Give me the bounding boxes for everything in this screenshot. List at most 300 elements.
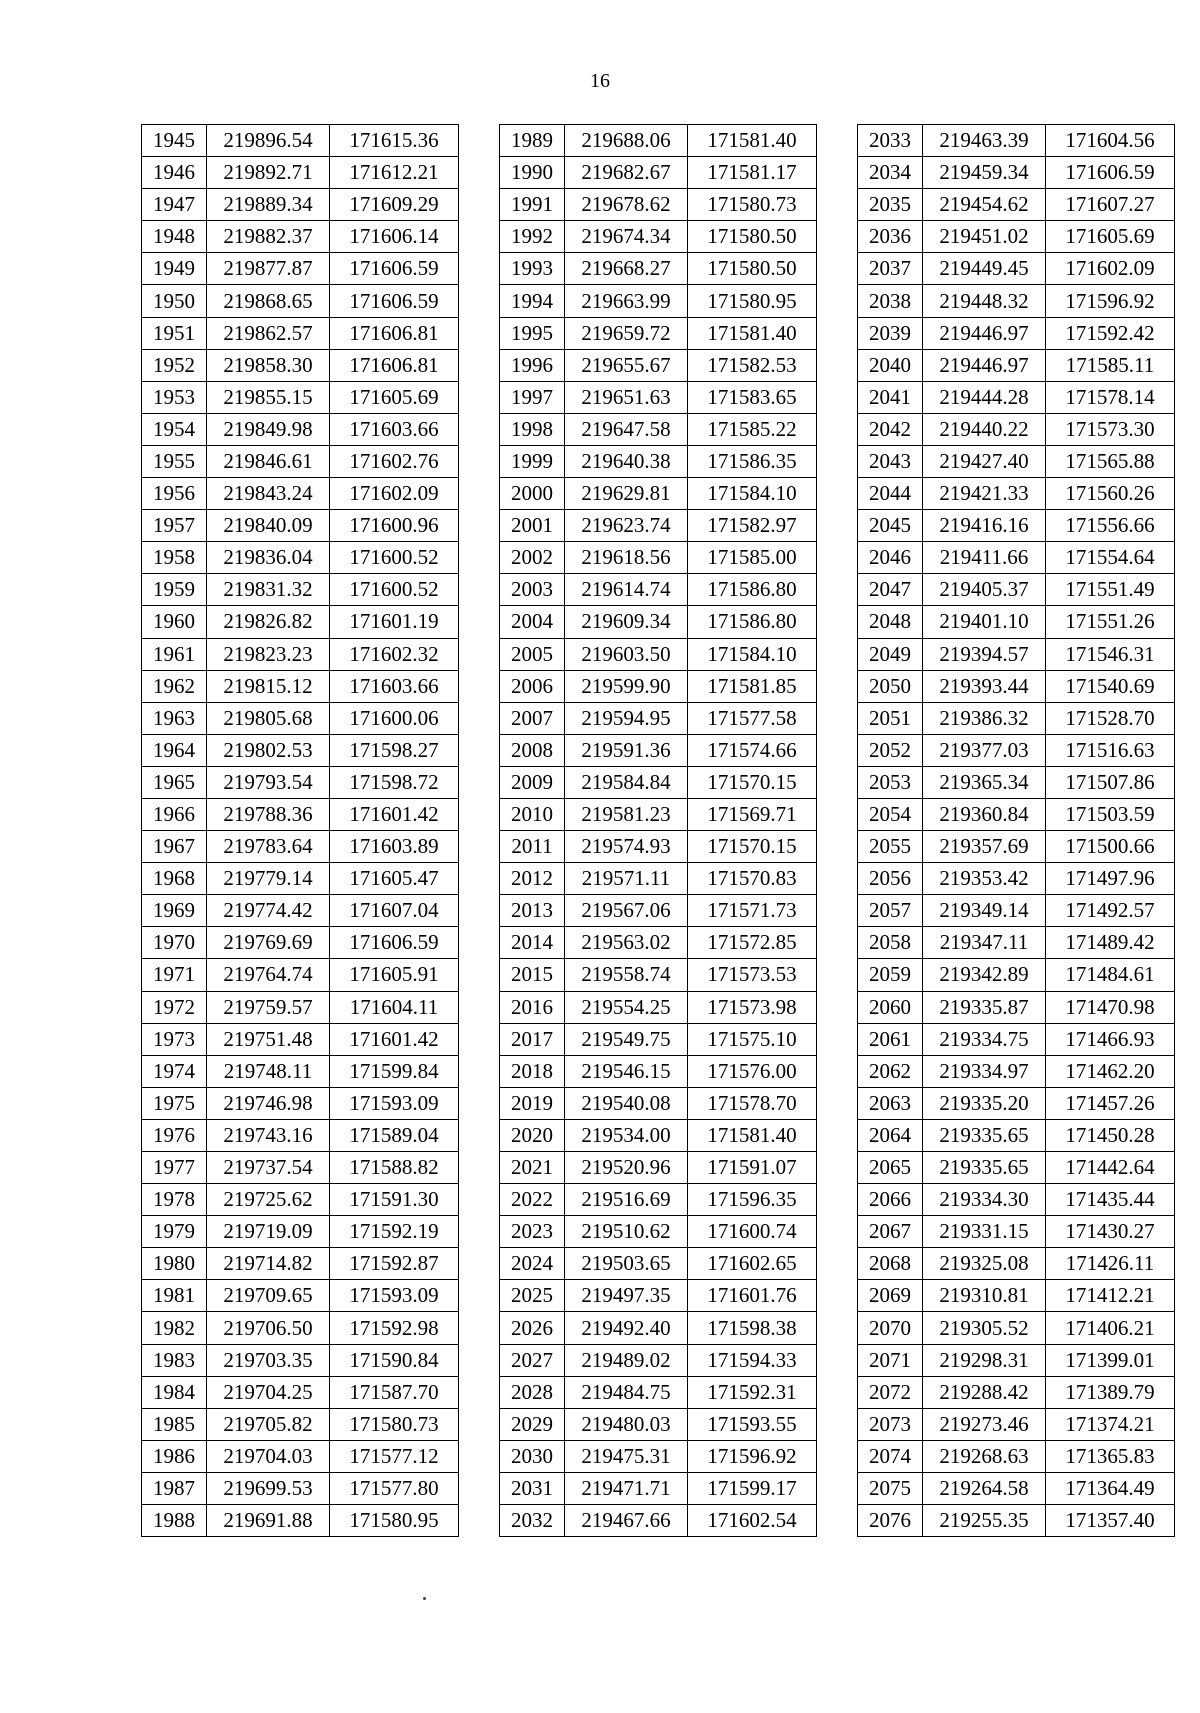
y-coordinate-cell: 171591.30	[330, 1184, 459, 1216]
table-row	[500, 1505, 817, 1537]
point-number-cell: 2003	[500, 574, 565, 606]
point-number-cell: 2076	[858, 1505, 923, 1537]
y-coordinate-cell: 171593.55	[688, 1408, 817, 1440]
point-number-cell: 1998	[500, 413, 565, 445]
table-row	[500, 1440, 817, 1472]
point-number-cell: 2026	[500, 1312, 565, 1344]
point-number-cell: 2053	[858, 766, 923, 798]
point-number-cell: 2069	[858, 1280, 923, 1312]
table-row	[858, 1087, 1175, 1119]
point-number-cell: 1996	[500, 349, 565, 381]
y-coordinate-cell: 171442.64	[1046, 1152, 1175, 1184]
table-row	[500, 478, 817, 510]
x-coordinate-cell: 219840.09	[207, 510, 330, 542]
table-row	[858, 445, 1175, 477]
x-coordinate-cell: 219704.25	[207, 1376, 330, 1408]
table-row	[858, 670, 1175, 702]
point-number-cell: 1964	[142, 734, 207, 766]
y-coordinate-cell: 171578.14	[1046, 381, 1175, 413]
y-coordinate-cell: 171577.80	[330, 1472, 459, 1504]
y-coordinate-cell: 171601.19	[330, 606, 459, 638]
table-row	[858, 927, 1175, 959]
x-coordinate-cell: 219751.48	[207, 1023, 330, 1055]
x-coordinate-cell: 219386.32	[923, 702, 1046, 734]
table-row	[500, 1312, 817, 1344]
x-coordinate-cell: 219691.88	[207, 1505, 330, 1537]
x-coordinate-cell: 219779.14	[207, 863, 330, 895]
x-coordinate-cell: 219427.40	[923, 445, 1046, 477]
x-coordinate-cell: 219764.74	[207, 959, 330, 991]
table-row	[142, 1505, 459, 1537]
y-coordinate-cell: 171466.93	[1046, 1023, 1175, 1055]
point-number-cell: 2018	[500, 1055, 565, 1087]
table-row	[858, 831, 1175, 863]
x-coordinate-cell: 219868.65	[207, 285, 330, 317]
x-coordinate-cell: 219549.75	[565, 1023, 688, 1055]
table-body	[142, 125, 459, 1537]
table-row	[500, 189, 817, 221]
y-coordinate-cell: 171570.83	[688, 863, 817, 895]
table-row	[500, 1087, 817, 1119]
x-coordinate-cell: 219858.30	[207, 349, 330, 381]
x-coordinate-cell: 219788.36	[207, 798, 330, 830]
y-coordinate-cell: 171592.42	[1046, 317, 1175, 349]
table-row	[500, 574, 817, 606]
point-number-cell: 2035	[858, 189, 923, 221]
y-coordinate-cell: 171607.27	[1046, 189, 1175, 221]
table-row	[142, 285, 459, 317]
y-coordinate-cell: 171565.88	[1046, 445, 1175, 477]
table-row	[142, 863, 459, 895]
x-coordinate-cell: 219405.37	[923, 574, 1046, 606]
point-number-cell: 1978	[142, 1184, 207, 1216]
table-row	[142, 1440, 459, 1472]
point-number-cell: 2071	[858, 1344, 923, 1376]
y-coordinate-cell: 171551.49	[1046, 574, 1175, 606]
y-coordinate-cell: 171606.81	[330, 317, 459, 349]
point-number-cell: 2043	[858, 445, 923, 477]
y-coordinate-cell: 171546.31	[1046, 638, 1175, 670]
x-coordinate-cell: 219651.63	[565, 381, 688, 413]
y-coordinate-cell: 171605.47	[330, 863, 459, 895]
point-number-cell: 2065	[858, 1152, 923, 1184]
y-coordinate-cell: 171582.53	[688, 349, 817, 381]
point-number-cell: 2009	[500, 766, 565, 798]
point-number-cell: 2010	[500, 798, 565, 830]
table-row	[500, 125, 817, 157]
point-number-cell: 1956	[142, 478, 207, 510]
x-coordinate-cell: 219475.31	[565, 1440, 688, 1472]
table-row	[858, 1280, 1175, 1312]
table-row	[500, 991, 817, 1023]
table-row	[858, 1216, 1175, 1248]
x-coordinate-cell: 219558.74	[565, 959, 688, 991]
table-row	[858, 413, 1175, 445]
table-row	[142, 927, 459, 959]
point-number-cell: 2028	[500, 1376, 565, 1408]
x-coordinate-cell: 219471.71	[565, 1472, 688, 1504]
x-coordinate-cell: 219489.02	[565, 1344, 688, 1376]
y-coordinate-cell: 171570.15	[688, 831, 817, 863]
table-row	[858, 1408, 1175, 1440]
table-row	[858, 1312, 1175, 1344]
y-coordinate-cell: 171592.31	[688, 1376, 817, 1408]
point-number-cell: 2012	[500, 863, 565, 895]
y-coordinate-cell: 171600.52	[330, 542, 459, 574]
table-row	[142, 798, 459, 830]
y-coordinate-cell: 171584.10	[688, 478, 817, 510]
point-number-cell: 1960	[142, 606, 207, 638]
point-number-cell: 2011	[500, 831, 565, 863]
x-coordinate-cell: 219480.03	[565, 1408, 688, 1440]
point-number-cell: 2066	[858, 1184, 923, 1216]
table-row	[858, 317, 1175, 349]
x-coordinate-cell: 219769.69	[207, 927, 330, 959]
table-row	[500, 413, 817, 445]
x-coordinate-cell: 219331.15	[923, 1216, 1046, 1248]
y-coordinate-cell: 171587.70	[330, 1376, 459, 1408]
table-row	[500, 1184, 817, 1216]
table-row	[142, 1280, 459, 1312]
y-coordinate-cell: 171365.83	[1046, 1440, 1175, 1472]
point-number-cell: 2041	[858, 381, 923, 413]
table-row	[858, 381, 1175, 413]
x-coordinate-cell: 219463.39	[923, 125, 1046, 157]
point-number-cell: 2029	[500, 1408, 565, 1440]
y-coordinate-cell: 171586.80	[688, 574, 817, 606]
y-coordinate-cell: 171592.98	[330, 1312, 459, 1344]
x-coordinate-cell: 219335.20	[923, 1087, 1046, 1119]
y-coordinate-cell: 171580.50	[688, 253, 817, 285]
point-number-cell: 2067	[858, 1216, 923, 1248]
x-coordinate-cell: 219826.82	[207, 606, 330, 638]
table-row	[858, 1023, 1175, 1055]
table-row	[142, 1376, 459, 1408]
y-coordinate-cell: 171581.17	[688, 157, 817, 189]
y-coordinate-cell: 171430.27	[1046, 1216, 1175, 1248]
table-row	[500, 863, 817, 895]
table-row	[858, 1376, 1175, 1408]
point-number-cell: 2048	[858, 606, 923, 638]
y-coordinate-cell: 171516.63	[1046, 734, 1175, 766]
y-coordinate-cell: 171585.11	[1046, 349, 1175, 381]
x-coordinate-cell: 219699.53	[207, 1472, 330, 1504]
table-row	[142, 445, 459, 477]
table-row	[500, 349, 817, 381]
x-coordinate-cell: 219793.54	[207, 766, 330, 798]
y-coordinate-cell: 171577.58	[688, 702, 817, 734]
x-coordinate-cell: 219349.14	[923, 895, 1046, 927]
x-coordinate-cell: 219446.97	[923, 349, 1046, 381]
table-row	[858, 125, 1175, 157]
x-coordinate-cell: 219334.97	[923, 1055, 1046, 1087]
y-coordinate-cell: 171592.19	[330, 1216, 459, 1248]
table-row	[858, 221, 1175, 253]
point-number-cell: 1962	[142, 670, 207, 702]
y-coordinate-cell: 171575.10	[688, 1023, 817, 1055]
y-coordinate-cell: 171581.40	[688, 125, 817, 157]
table-body	[500, 125, 817, 1537]
table-row	[858, 895, 1175, 927]
x-coordinate-cell: 219534.00	[565, 1119, 688, 1151]
x-coordinate-cell: 219668.27	[565, 253, 688, 285]
x-coordinate-cell: 219599.90	[565, 670, 688, 702]
x-coordinate-cell: 219584.84	[565, 766, 688, 798]
point-number-cell: 2005	[500, 638, 565, 670]
x-coordinate-cell: 219440.22	[923, 413, 1046, 445]
y-coordinate-cell: 171602.32	[330, 638, 459, 670]
y-coordinate-cell: 171612.21	[330, 157, 459, 189]
x-coordinate-cell: 219618.56	[565, 542, 688, 574]
point-number-cell: 2015	[500, 959, 565, 991]
x-coordinate-cell: 219360.84	[923, 798, 1046, 830]
point-number-cell: 2057	[858, 895, 923, 927]
point-number-cell: 1945	[142, 125, 207, 157]
y-coordinate-cell: 171450.28	[1046, 1119, 1175, 1151]
point-number-cell: 2055	[858, 831, 923, 863]
table-row	[500, 445, 817, 477]
x-coordinate-cell: 219682.67	[565, 157, 688, 189]
x-coordinate-cell: 219393.44	[923, 670, 1046, 702]
x-coordinate-cell: 219449.45	[923, 253, 1046, 285]
y-coordinate-cell: 171591.07	[688, 1152, 817, 1184]
y-coordinate-cell: 171602.09	[1046, 253, 1175, 285]
point-number-cell: 1955	[142, 445, 207, 477]
table-row	[500, 1408, 817, 1440]
table-row	[500, 510, 817, 542]
table-row	[858, 1505, 1175, 1537]
x-coordinate-cell: 219273.46	[923, 1408, 1046, 1440]
table-row	[142, 317, 459, 349]
y-coordinate-cell: 171572.85	[688, 927, 817, 959]
point-number-cell: 1970	[142, 927, 207, 959]
x-coordinate-cell: 219802.53	[207, 734, 330, 766]
x-coordinate-cell: 219614.74	[565, 574, 688, 606]
x-coordinate-cell: 219889.34	[207, 189, 330, 221]
x-coordinate-cell: 219353.42	[923, 863, 1046, 895]
table-row	[142, 1087, 459, 1119]
table-row	[500, 317, 817, 349]
table-row	[858, 863, 1175, 895]
table-row	[500, 1119, 817, 1151]
x-coordinate-cell: 219335.65	[923, 1119, 1046, 1151]
x-coordinate-cell: 219401.10	[923, 606, 1046, 638]
point-number-cell: 2046	[858, 542, 923, 574]
y-coordinate-cell: 171573.53	[688, 959, 817, 991]
table-row	[858, 542, 1175, 574]
y-coordinate-cell: 171489.42	[1046, 927, 1175, 959]
point-number-cell: 2006	[500, 670, 565, 702]
point-number-cell: 1997	[500, 381, 565, 413]
point-number-cell: 2039	[858, 317, 923, 349]
table-row	[142, 991, 459, 1023]
y-coordinate-cell: 171580.95	[330, 1505, 459, 1537]
x-coordinate-cell: 219268.63	[923, 1440, 1046, 1472]
table-row	[858, 1248, 1175, 1280]
x-coordinate-cell: 219334.75	[923, 1023, 1046, 1055]
y-coordinate-cell: 171580.73	[330, 1408, 459, 1440]
table-row	[858, 1055, 1175, 1087]
x-coordinate-cell: 219678.62	[565, 189, 688, 221]
point-number-cell: 2002	[500, 542, 565, 574]
y-coordinate-cell: 171500.66	[1046, 831, 1175, 863]
point-number-cell: 2034	[858, 157, 923, 189]
y-coordinate-cell: 171593.09	[330, 1087, 459, 1119]
table-row	[142, 157, 459, 189]
table-row	[500, 1376, 817, 1408]
point-number-cell: 1966	[142, 798, 207, 830]
point-number-cell: 1984	[142, 1376, 207, 1408]
table-row	[142, 221, 459, 253]
y-coordinate-cell: 171580.73	[688, 189, 817, 221]
point-number-cell: 2070	[858, 1312, 923, 1344]
y-coordinate-cell: 171606.14	[330, 221, 459, 253]
x-coordinate-cell: 219647.58	[565, 413, 688, 445]
point-number-cell: 2036	[858, 221, 923, 253]
point-number-cell: 2075	[858, 1472, 923, 1504]
table-row	[858, 959, 1175, 991]
table-row	[500, 1152, 817, 1184]
point-number-cell: 2008	[500, 734, 565, 766]
y-coordinate-cell: 171615.36	[330, 125, 459, 157]
table-row	[500, 221, 817, 253]
table-row	[142, 510, 459, 542]
y-coordinate-cell: 171606.59	[1046, 157, 1175, 189]
y-coordinate-cell: 171590.84	[330, 1344, 459, 1376]
point-number-cell: 2013	[500, 895, 565, 927]
point-number-cell: 1988	[142, 1505, 207, 1537]
point-number-cell: 1968	[142, 863, 207, 895]
y-coordinate-cell: 171492.57	[1046, 895, 1175, 927]
table-row	[500, 1023, 817, 1055]
point-number-cell: 2054	[858, 798, 923, 830]
x-coordinate-cell: 219347.11	[923, 927, 1046, 959]
x-coordinate-cell: 219325.08	[923, 1248, 1046, 1280]
y-coordinate-cell: 171601.42	[330, 1023, 459, 1055]
x-coordinate-cell: 219783.64	[207, 831, 330, 863]
x-coordinate-cell: 219674.34	[565, 221, 688, 253]
y-coordinate-cell: 171596.35	[688, 1184, 817, 1216]
y-coordinate-cell: 171374.21	[1046, 1408, 1175, 1440]
x-coordinate-cell: 219743.16	[207, 1119, 330, 1151]
table-row	[858, 638, 1175, 670]
x-coordinate-cell: 219357.69	[923, 831, 1046, 863]
y-coordinate-cell: 171573.30	[1046, 413, 1175, 445]
x-coordinate-cell: 219510.62	[565, 1216, 688, 1248]
table-row	[142, 1119, 459, 1151]
x-coordinate-cell: 219546.15	[565, 1055, 688, 1087]
y-coordinate-cell: 171584.10	[688, 638, 817, 670]
y-coordinate-cell: 171599.17	[688, 1472, 817, 1504]
point-number-cell: 1979	[142, 1216, 207, 1248]
table-row	[500, 1472, 817, 1504]
point-number-cell: 1992	[500, 221, 565, 253]
table-row	[858, 1344, 1175, 1376]
x-coordinate-cell: 219862.57	[207, 317, 330, 349]
point-number-cell: 1963	[142, 702, 207, 734]
x-coordinate-cell: 219663.99	[565, 285, 688, 317]
table-row	[500, 285, 817, 317]
x-coordinate-cell: 219603.50	[565, 638, 688, 670]
point-number-cell: 1958	[142, 542, 207, 574]
point-number-cell: 1974	[142, 1055, 207, 1087]
x-coordinate-cell: 219623.74	[565, 510, 688, 542]
point-number-cell: 1987	[142, 1472, 207, 1504]
y-coordinate-cell: 171600.74	[688, 1216, 817, 1248]
x-coordinate-cell: 219725.62	[207, 1184, 330, 1216]
point-number-cell: 2027	[500, 1344, 565, 1376]
table-row	[858, 510, 1175, 542]
table-row	[142, 1152, 459, 1184]
x-coordinate-cell: 219467.66	[565, 1505, 688, 1537]
table-row	[142, 766, 459, 798]
x-coordinate-cell: 219394.57	[923, 638, 1046, 670]
y-coordinate-cell: 171457.26	[1046, 1087, 1175, 1119]
point-number-cell: 2001	[500, 510, 565, 542]
x-coordinate-cell: 219855.15	[207, 381, 330, 413]
point-number-cell: 1980	[142, 1248, 207, 1280]
y-coordinate-cell: 171426.11	[1046, 1248, 1175, 1280]
y-coordinate-cell: 171585.00	[688, 542, 817, 574]
table-row	[500, 1344, 817, 1376]
table-body	[858, 125, 1175, 1537]
table-row	[500, 638, 817, 670]
point-number-cell: 2064	[858, 1119, 923, 1151]
point-number-cell: 1977	[142, 1152, 207, 1184]
x-coordinate-cell: 219334.30	[923, 1184, 1046, 1216]
table-row	[142, 1408, 459, 1440]
point-number-cell: 1952	[142, 349, 207, 381]
point-number-cell: 1973	[142, 1023, 207, 1055]
point-number-cell: 1994	[500, 285, 565, 317]
table-row	[858, 1440, 1175, 1472]
x-coordinate-cell: 219365.34	[923, 766, 1046, 798]
point-number-cell: 1948	[142, 221, 207, 253]
y-coordinate-cell: 171604.56	[1046, 125, 1175, 157]
x-coordinate-cell: 219709.65	[207, 1280, 330, 1312]
point-number-cell: 2044	[858, 478, 923, 510]
point-number-cell: 1972	[142, 991, 207, 1023]
table-row	[142, 670, 459, 702]
table-row	[142, 638, 459, 670]
point-number-cell: 2033	[858, 125, 923, 157]
y-coordinate-cell: 171574.66	[688, 734, 817, 766]
table-row	[858, 1152, 1175, 1184]
point-number-cell: 2058	[858, 927, 923, 959]
y-coordinate-cell: 171600.96	[330, 510, 459, 542]
x-coordinate-cell: 219451.02	[923, 221, 1046, 253]
x-coordinate-cell: 219298.31	[923, 1344, 1046, 1376]
point-number-cell: 2019	[500, 1087, 565, 1119]
y-coordinate-cell: 171609.29	[330, 189, 459, 221]
table-row	[142, 606, 459, 638]
x-coordinate-cell: 219416.16	[923, 510, 1046, 542]
x-coordinate-cell: 219759.57	[207, 991, 330, 1023]
table-row	[500, 927, 817, 959]
point-number-cell: 2016	[500, 991, 565, 1023]
x-coordinate-cell: 219571.11	[565, 863, 688, 895]
x-coordinate-cell: 219444.28	[923, 381, 1046, 413]
table-row	[142, 125, 459, 157]
x-coordinate-cell: 219581.23	[565, 798, 688, 830]
x-coordinate-cell: 219459.34	[923, 157, 1046, 189]
point-number-cell: 1967	[142, 831, 207, 863]
y-coordinate-cell: 171593.09	[330, 1280, 459, 1312]
x-coordinate-cell: 219411.66	[923, 542, 1046, 574]
point-number-cell: 1976	[142, 1119, 207, 1151]
table-row	[142, 1055, 459, 1087]
point-number-cell: 1951	[142, 317, 207, 349]
